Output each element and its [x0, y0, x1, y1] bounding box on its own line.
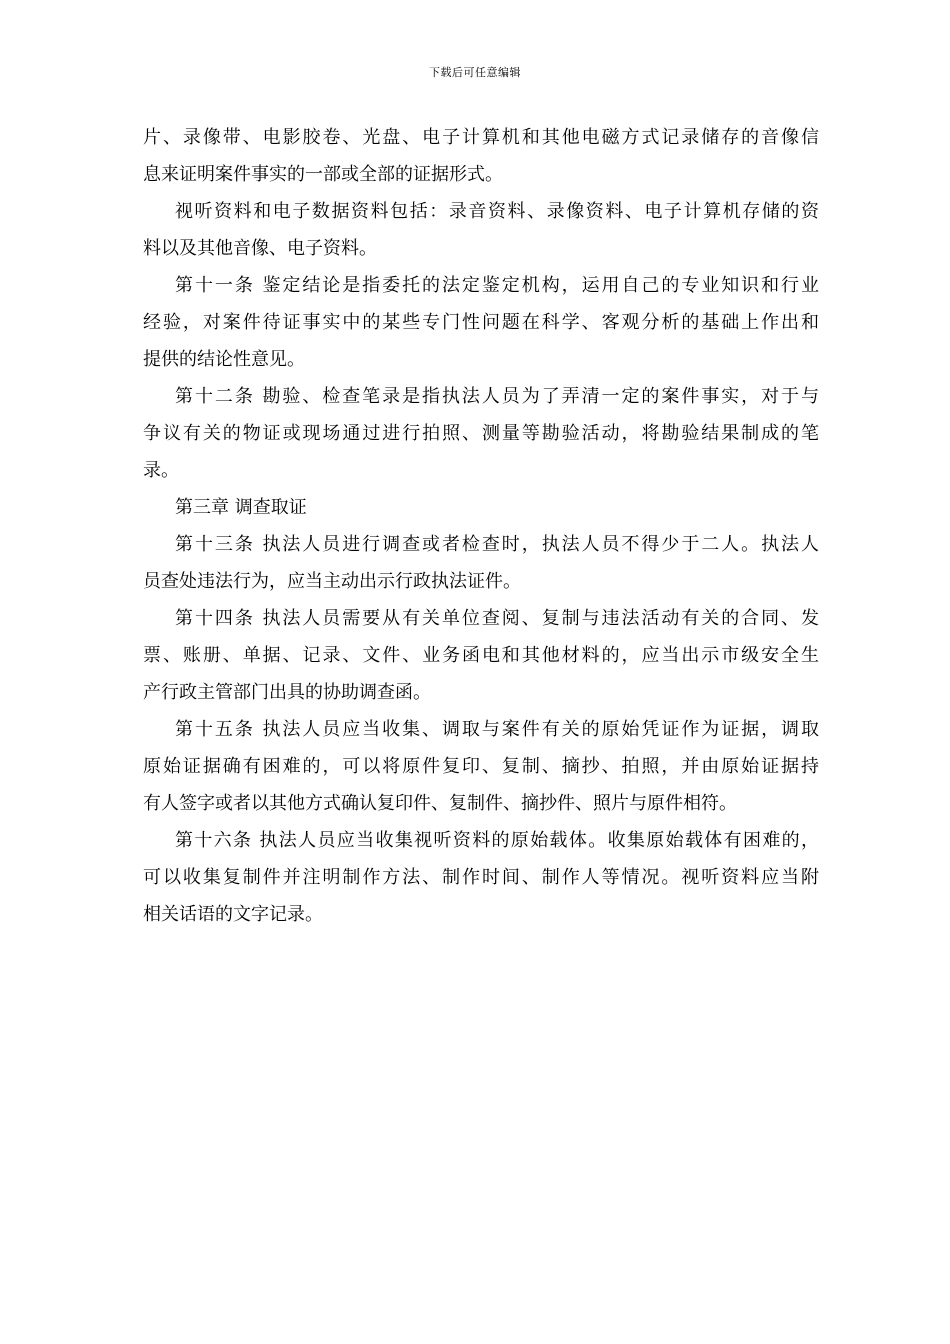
article-15-line: 第十五条 执法人员应当收集、调取与案件有关的原始凭证作为证据，调取 — [175, 719, 819, 740]
article-13-line: 第十三条 执法人员进行调查或者检查时，执法人员不得少于二人。执法人 — [175, 534, 819, 555]
text-line: 可以收集复制件并注明制作方法、制作时间、制作人等情况。视听资料应当附 — [143, 867, 819, 888]
article-11-line: 第十一条 鉴定结论是指委托的法定鉴定机构，运用自己的专业知识和行业 — [175, 275, 819, 296]
text-line: 原始证据确有困难的，可以将原件复印、复制、摘抄、拍照，并由原始证据持 — [143, 756, 819, 777]
text-line: 提供的结论性意见。 — [143, 349, 305, 370]
chapter-heading: 第三章 调查取证 — [175, 497, 307, 518]
article-12-line: 第十二条 勘验、检查笔录是指执法人员为了弄清一定的案件事实，对于与 — [175, 386, 819, 407]
text-line: 经验，对案件待证事实中的某些专门性问题在科学、客观分析的基础上作出和 — [143, 312, 819, 333]
text-line: 料以及其他音像、电子资料。 — [143, 238, 377, 259]
text-line: 争议有关的物证或现场通过进行拍照、测量等勘验活动，将勘验结果制成的笔 — [143, 423, 819, 444]
article-14-line: 第十四条 执法人员需要从有关单位查阅、复制与违法活动有关的合同、发 — [175, 608, 819, 629]
text-line: 员查处违法行为，应当主动出示行政执法证件。 — [143, 571, 521, 592]
page-header: 下载后可任意编辑 — [429, 66, 521, 79]
text-line: 片、录像带、电影胶卷、光盘、电子计算机和其他电磁方式记录储存的音像信 — [143, 127, 819, 148]
text-line: 相关话语的文字记录。 — [143, 904, 323, 925]
text-line: 产行政主管部门出具的协助调查函。 — [143, 682, 431, 703]
article-16-line: 第十六条 执法人员应当收集视听资料的原始载体。收集原始载体有困难的， — [175, 830, 819, 851]
text-line: 视听资料和电子数据资料包括：录音资料、录像资料、电子计算机存储的资 — [175, 201, 819, 222]
text-line: 录。 — [143, 460, 179, 481]
text-line: 息来证明案件事实的一部或全部的证据形式。 — [143, 164, 503, 185]
text-line: 有人签字或者以其他方式确认复印件、复制件、摘抄件、照片与原件相符。 — [143, 793, 737, 814]
document-body — [143, 124, 819, 938]
text-line: 票、账册、单据、记录、文件、业务函电和其他材料的，应当出示市级安全生 — [143, 645, 819, 666]
